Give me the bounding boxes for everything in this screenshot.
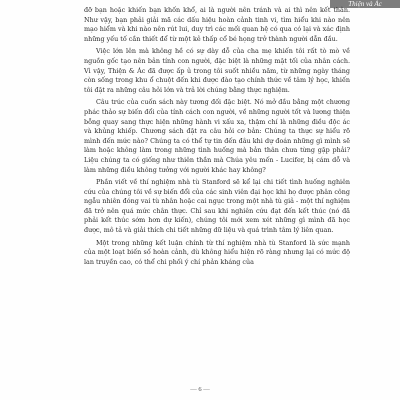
page-number-dash-right: —	[201, 386, 210, 393]
page-number-dash-left: —	[190, 386, 199, 393]
page-number-value: 6	[198, 386, 202, 393]
paragraph-5: Một trong những kết luận chính từ thí nghiệm nhà tù Stanford là sức mạnh của một loạt biến số hoàn cảnh, dù không hiểu hiện rõ ràng nhưng lại có mức độ lan truyền cao, có thể chi phối ý chí phản kháng của	[84, 238, 350, 266]
paragraph-1: đỡ bạn hoặc khiến bạn khốn khổ, ai là người nên tránh và ai thì nên kết thân. Như vậy, bạn phải giải mã các dấu hiệu hoàn cảnh tinh vi, tìm hiểu khi nào nên mạo hiểm và khi nào nên rút lui, duy trì các mối quan hệ có qua có lại và xác định những yếu tố cần thiết để từ một kẻ thấp cổ bé họng trở thành người dẫn đầu.	[84, 6, 350, 43]
body-text	[84, 6, 350, 267]
running-title: Thiện và Ác	[348, 0, 382, 8]
paragraph-4: Phần viết về thí nghiệm nhà tù Stanford sẽ kể lại chi tiết tình huống nghiên cứu của chúng tôi về sự biến đổi của các sinh viên đại học khi họ được phân công ngẫu nhiên đóng vai tù nhân hoặc cai ngục trong một nhà tù giả - một thí nghiệm đã trở nên quá mức chân thực. Chỉ sau khi nghiên cứu đạt đến kết thúc (nó đã phải kết thúc sớm hơn dự kiến), chúng tôi mới xem xét những gì mình đã học được, mô tả và giải thích chi tiết những dữ liệu và quá trình tâm lý liên quan.	[84, 178, 350, 235]
paragraph-2: Việc lớn lên mà không hề có sự dày dỗ của cha mẹ khiến tôi rất tò mò về nguồn gốc tạo nên bản tính con người, đặc biệt là những mặt tối của nhân cách. Vì vậy, Thiện & Ác đã được ấp ủ trong tôi suốt nhiều năm, từ những ngày tháng còn sống trong khu ổ chuột đến khi được đào tạo chính thức về tâm lý học, khiến tôi đặt ra những câu hỏi lớn và trả lời chúng bằng thực nghiệm.	[84, 47, 350, 94]
page-number	[0, 386, 400, 393]
paragraph-3: Câu trúc của cuốn sách này tương đối đặc biệt. Nó mở đầu bằng một chương phác thảo sự biến đổi của tính cách con người, về những người tốt và lương thiện bỗng quay sang thực hiện những hành vi xấu xa, thậm chí là những điều độc ác và khủng khiếp. Chương sách đặt ra câu hỏi cơ bản: Chúng ta thực sự hiểu rõ mình đến mức nào? Chúng ta có thể tự tin đến đâu khi dự đoán những gì mình sẽ làm hoặc không làm trong những tình huống mà bản thân chưa từng gặp phải? Liệu chúng ta có giống như thiên thần mà Chúa yêu mến - Lucifer, bị cám dỗ và làm những điều không tưởng với người khác hay không?	[84, 98, 350, 174]
